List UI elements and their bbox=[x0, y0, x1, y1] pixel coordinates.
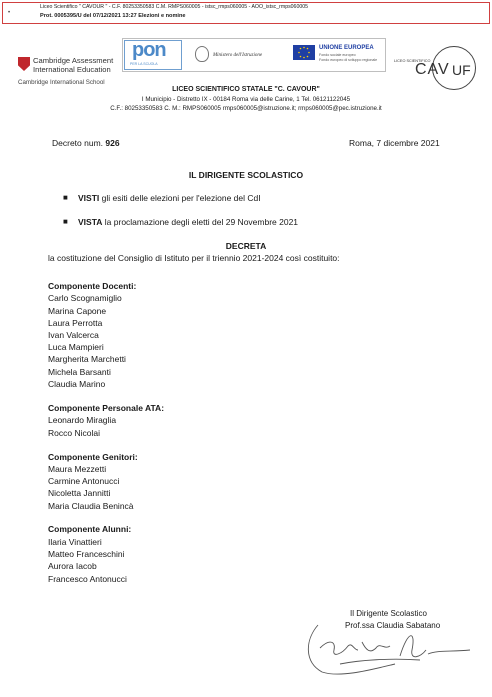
school-address: I Municipio - Distretto IX - 00184 Roma via delle Carine, 1 Tel. 06121122045 bbox=[141, 96, 351, 103]
decree-intro: la costituzione del Consiglio di Istituto per il triennio 2021-2024 così costituito: bbox=[48, 253, 340, 263]
member-name: Margherita Marchetti bbox=[48, 354, 126, 364]
italian-republic-emblem-icon bbox=[195, 46, 209, 62]
handwritten-signature bbox=[300, 620, 475, 680]
member-name: Laura Perrotta bbox=[48, 318, 103, 328]
decree-heading: IL DIRIGENTE SCOLASTICO bbox=[188, 170, 304, 180]
member-name: Marina Capone bbox=[48, 306, 107, 316]
signature-name: Prof.ssa Claudia Sabatano bbox=[345, 621, 441, 630]
vista-text: la proclamazione degli eletti del 29 Novembre 2021 bbox=[104, 217, 299, 227]
visti-line bbox=[78, 193, 261, 203]
decree-number bbox=[52, 138, 120, 148]
stamp-line-1: Liceo Scientifico " CAVOUR " - C.F. 80253350583 C.M. RMPS060005 - istsc_rmps060005 - AOO_istsc_rmps060005 bbox=[40, 4, 308, 10]
member-name: Michela Barsanti bbox=[48, 367, 111, 377]
bullet-icon: ■ bbox=[63, 217, 68, 226]
decree-number-value: 926 bbox=[105, 138, 120, 148]
member-name: Ivan Valcerca bbox=[48, 330, 99, 340]
section-title-alunni: Componente Alunni: bbox=[48, 524, 132, 534]
school-contacts: C.F.: 80253350583 C. M.: RMPS060005 rmps060005@istruzione.it; rmps060005@pec.istruzione.it bbox=[110, 105, 382, 112]
section-title-docenti: Componente Docenti: bbox=[48, 281, 137, 291]
decree-date: Roma, 7 dicembre 2021 bbox=[349, 138, 440, 148]
visti-text: gli esiti delle elezioni per l'elezione del CdI bbox=[101, 193, 261, 203]
decreta-heading: DECRETA bbox=[225, 241, 267, 251]
section-title-genitori: Componente Genitori: bbox=[48, 452, 138, 462]
cambridge-shield-icon bbox=[18, 57, 30, 71]
member-name: Leonardo Miraglia bbox=[48, 415, 117, 425]
eu-flag-icon bbox=[293, 45, 315, 60]
visti-keyword: VISTI bbox=[78, 193, 100, 203]
cavour-logo-text-left: CAV bbox=[415, 61, 450, 78]
stamp-line-2: Prot. 0005395/U del 07/12/2021 13:27 Elezioni e nomine bbox=[40, 13, 186, 19]
cambridge-school-label: Cambridge International School bbox=[18, 79, 105, 86]
vista-line bbox=[78, 217, 298, 227]
eu-title: UNIONE EUROPEA bbox=[319, 45, 374, 51]
member-name: Claudia Marino bbox=[48, 379, 106, 389]
member-name: Luca Mampieri bbox=[48, 342, 104, 352]
member-name: Carmine Antonucci bbox=[48, 476, 120, 486]
bullet-icon: ■ bbox=[63, 193, 68, 202]
cavour-logo-text-right: UF bbox=[452, 62, 471, 78]
member-name: Ilaria Vinattieri bbox=[48, 537, 102, 547]
ministry-label: Ministero dell'Istruzione bbox=[213, 53, 263, 58]
section-title-ata: Componente Personale ATA: bbox=[48, 403, 165, 413]
cambridge-line-1: Cambridge Assessment bbox=[33, 56, 114, 65]
school-title: LICEO SCIENTIFICO STATALE "C. CAVOUR" bbox=[172, 86, 320, 93]
signature-role: Il Dirigente Scolastico bbox=[350, 609, 427, 618]
eu-subtitle-2: Fondo europeo di sviluppo regionale bbox=[319, 58, 378, 62]
pon-logo-subtitle: PER LA SCUOLA bbox=[130, 62, 158, 66]
pon-logo: pon bbox=[132, 39, 166, 61]
member-name: Nicoletta Jannitti bbox=[48, 488, 111, 498]
eu-subtitle-1: Fondo sociale europeo bbox=[319, 53, 356, 57]
member-name: Aurora Iacob bbox=[48, 561, 97, 571]
member-name: Rocco Nicolai bbox=[48, 428, 100, 438]
cambridge-line-2: International Education bbox=[33, 65, 111, 74]
member-name: Francesco Antonucci bbox=[48, 574, 127, 584]
member-name: Maura Mezzetti bbox=[48, 464, 107, 474]
stamp-mark: • bbox=[8, 10, 11, 16]
member-name: Carlo Scognamiglio bbox=[48, 293, 122, 303]
vista-keyword: VISTA bbox=[78, 217, 103, 227]
decree-number-label: Decreto num. bbox=[52, 138, 104, 148]
member-name: Maria Claudia Benincà bbox=[48, 501, 134, 511]
cavour-logo-caption: LICEO SCIENTIFICO bbox=[394, 59, 431, 63]
member-name: Matteo Franceschini bbox=[48, 549, 125, 559]
